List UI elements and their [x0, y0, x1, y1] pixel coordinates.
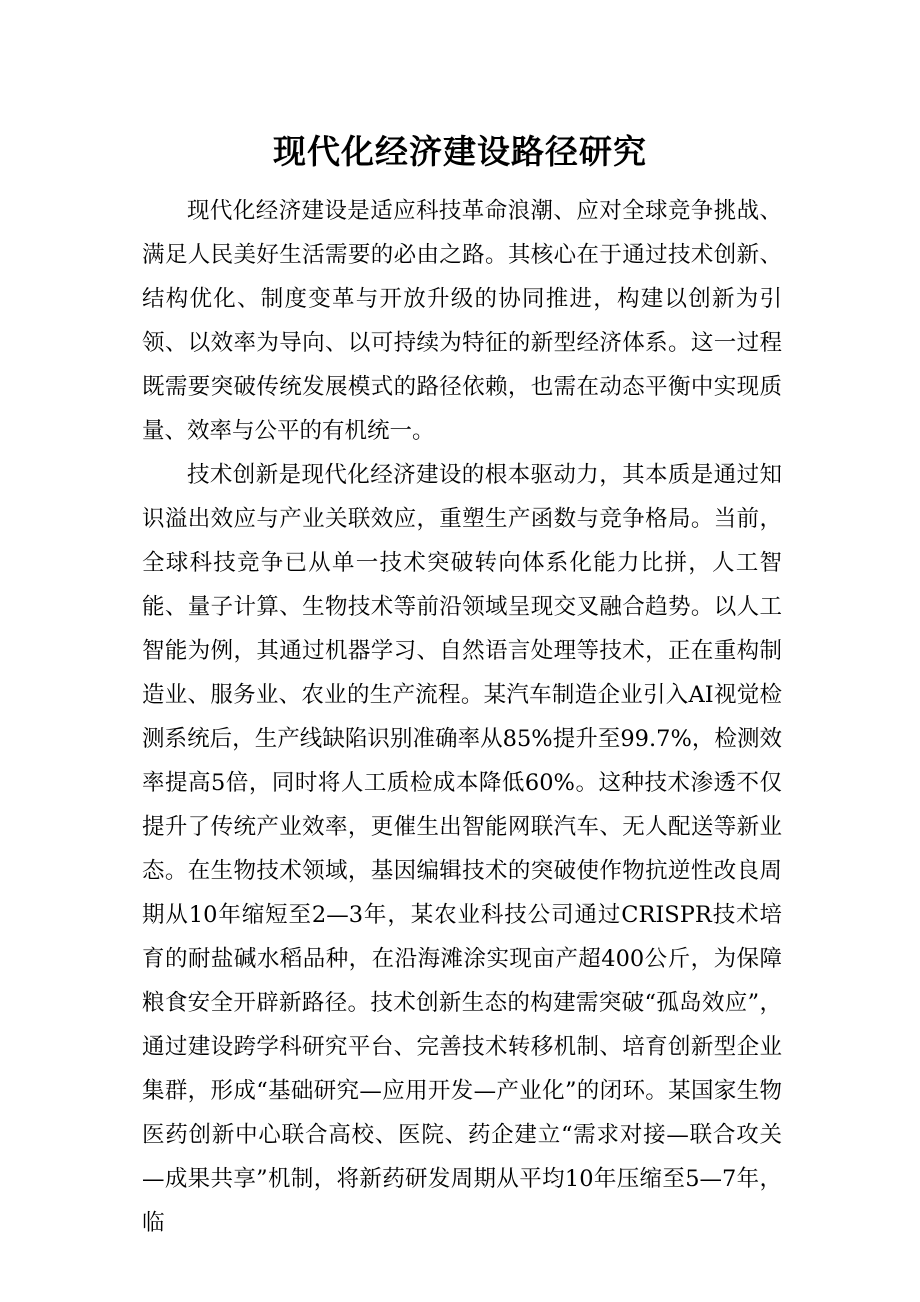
document-title: 现代化经济建设路径研究 — [273, 132, 647, 171]
paragraph-intro: 现代化经济建设是适应科技革命浪潮、应对全球竞争挑战、满足人民美好生活需要的必由之路。其核心在于通过技术创新、结构优化、制度变革与开放升级的协同推进，构建以创新为引领、以效率为导向、以可持续为特征的新型经济体系。这一过程既需要突破传统发展模式的路径依赖，也需在动态平衡中实现质量、效率与公平的有机统一。 — [142, 198, 782, 444]
paragraph-technology-innovation: 技术创新是现代化经济建设的根本驱动力，其本质是通过知识溢出效应与产业关联效应，重塑生产函数与竞争格局。当前，全球科技竞争已从单一技术突破转向体系化能力比拼，人工智能、量子计算、生物技术等前沿领域呈现交叉融合趋势。以人工智能为例，其通过机器学习、自然语言处理等技术，正在重构制造业、服务业、农业的生产流程。某汽车制造企业引入AI视觉检测系统后，生产线缺陷识别准确率从85%提升至99.7%，检测效率提高5倍，同时将人工质检成本降低60%。这种技术渗透不仅提升了传统产业效率，更催生出智能网联汽车、无人配送等新业态。在生物技术领域，基因编辑技术的突破使作物抗逆性改良周期从10年缩短至2—3年，某农业科技公司通过CRISPR技术培育的耐盐碱水稻品种，在沿海滩涂实现亩产超400公斤，为保障粮食安全开辟新路径。技术创新生态的构建需突破“孤岛效应”，通过建设跨学科研究平台、完善技术转移机制、培育创新型企业集群，形成“基础研究—应用开发—产业化”的闭环。某国家生物医药创新中心联合高校、医院、药企建立“需求对接—联合攻关—成果共享”机制，将新药研发周期从平均10年压缩至5—7年，临 — [142, 462, 782, 1236]
document-body — [142, 189, 782, 1245]
